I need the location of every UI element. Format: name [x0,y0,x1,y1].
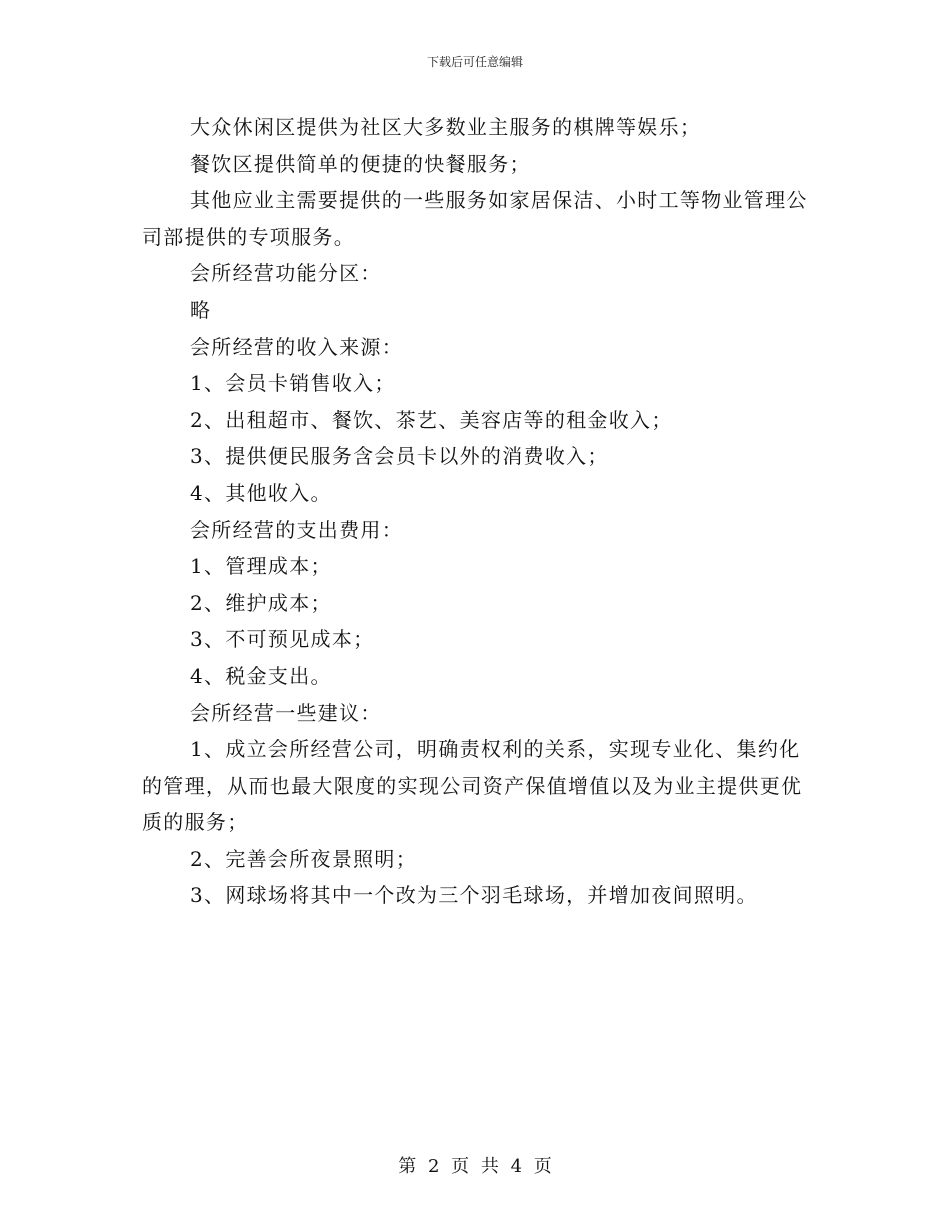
page-header-note: 下载后可任意编辑 [426,55,523,69]
list-item: 3、不可预见成本； [190,627,375,652]
list-item: 3、网球场将其中一个改为三个羽毛球场，并增加夜间照明。 [190,883,758,908]
list-item: 1、会员卡销售收入； [190,371,396,396]
list-item: 2、完善会所夜景照明； [190,846,418,871]
list-item: 1、成立会所经营公司，明确责权利的关系，实现专业化、集约化的管理，从而也最大限度的实现公司资产保值增值以及为业主提供更优质的服务； [142,737,803,835]
page-number-footer: 第 2 页 共 4 页 [398,1156,552,1177]
document-body [142,109,814,914]
section-heading: 会所经营的支出费用： [190,517,403,542]
paragraph: 其他应业主需要提供的一些服务如家居保洁、小时工等物业管理公司部提供的专项服务。 [142,188,808,249]
list-item: 1、管理成本； [190,554,332,579]
list-item: 3、提供便民服务含会员卡以外的消费收入； [190,444,609,469]
paragraph: 大众休闲区提供为社区大多数业主服务的棋牌等娱乐； [190,115,702,139]
list-item: 2、维护成本； [190,590,332,615]
section-heading: 会所经营的收入来源： [190,334,403,359]
paragraph: 餐饮区提供简单的便捷的快餐服务； [190,151,531,176]
list-item: 2、出租超市、餐饮、茶艺、美容店等的租金收入； [190,407,673,432]
list-item: 4、其他收入。 [190,480,332,505]
section-heading: 会所经营功能分区： [190,261,382,286]
paragraph: 略 [190,297,212,322]
list-item: 4、税金支出。 [190,663,332,688]
section-heading: 会所经营一些建议： [190,700,382,725]
